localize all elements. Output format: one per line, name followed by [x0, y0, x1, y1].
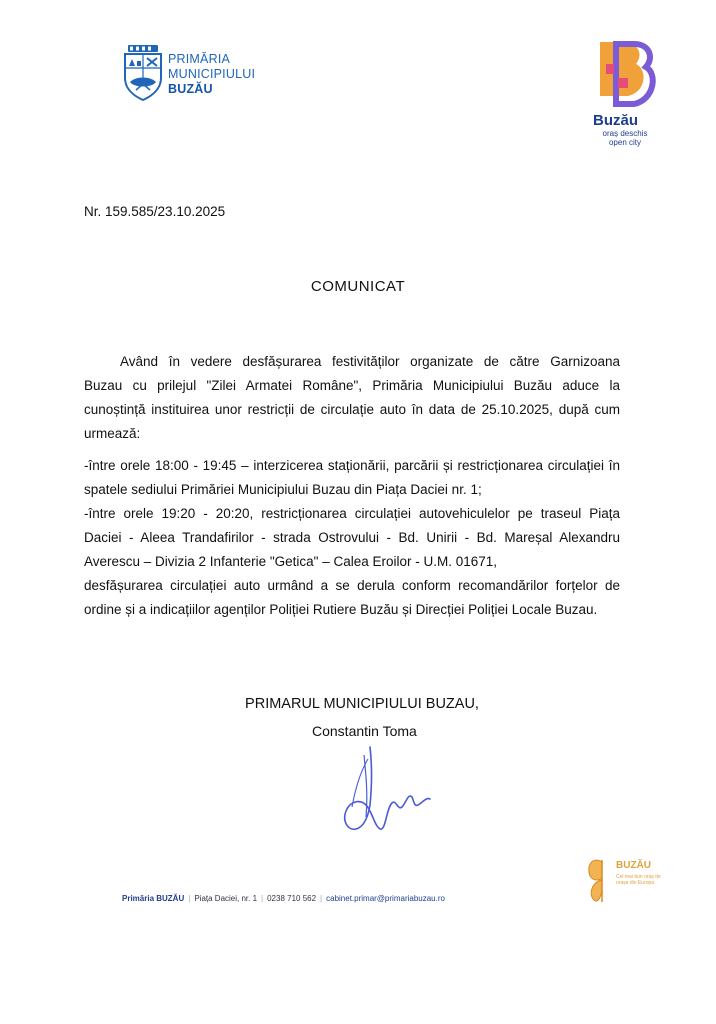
- body-line: Daciei - Aleea Trandafirilor - strada Ostrovului - Bd. Unirii - Bd. Mareșal Alexandru: [84, 530, 620, 545]
- body-line: cunoștință instituirea unor restricții de circulație auto în data de 25.10.2025, după cum: [84, 402, 620, 417]
- body-line: -între orele 19:20 - 20:20, restricționarea circulației autovehiculelor pe traseul Piața: [84, 506, 620, 521]
- body-line: -între orele 18:00 - 19:45 – interzicerea staționării, parcării și restricționarea circulației în: [84, 458, 620, 473]
- city-crest-icon: [122, 44, 164, 102]
- logo-slogan-en: open city: [608, 138, 642, 147]
- body-line: Buzau cu prilejul "Zilei Armatei Române", Primăria Municipiului Buzău aduce la: [84, 378, 620, 393]
- butterfly-icon: [586, 856, 618, 908]
- footer-email: cabinet.primar@primariabuzau.ro: [326, 894, 445, 903]
- buzau-butterfly-badge: [586, 856, 666, 908]
- badge-text: Cel mai bun oraș de orașe din Europa: [616, 874, 661, 886]
- handwritten-signature: [326, 745, 446, 855]
- body-line: ordine și a indicațiilor agenților Poliției Rutiere Buzău și Direcției Poliției Locale Buzau.: [84, 602, 598, 617]
- body-line: desfășurarea circulației auto urmând a se derula conform recomandărilor forțelor de: [84, 578, 620, 593]
- body-line: Averescu – Divizia 2 Infanterie "Getica" – Calea Eroilor - U.M. 01671,: [84, 554, 498, 569]
- buzau-b-icon: [588, 40, 662, 112]
- logo-line-3: BUZĂU: [168, 82, 213, 96]
- logo-line-1: PRIMĂRIA: [168, 52, 231, 66]
- footer-address: Piața Daciei, nr. 1: [194, 894, 258, 903]
- document-number: Nr. 159.585/23.10.2025: [84, 204, 226, 219]
- body-line: spatele sediului Primăriei Municipiului Buzau din Piața Daciei nr. 1;: [84, 482, 482, 497]
- document-title: COMUNICAT: [310, 278, 406, 295]
- footer-brand: Primăria BUZĂU: [122, 894, 185, 903]
- signer-name: Constantin Toma: [312, 723, 417, 739]
- footer-contact: Primăria BUZĂU | Piața Daciei, nr. 1 | 0238 710 562 | cabinet.primar@primariabuzau.ro: [122, 894, 445, 903]
- signer-title: PRIMARUL MUNICIPIULUI BUZAU,: [245, 696, 479, 712]
- buzau-open-city-logo: [588, 40, 668, 150]
- logo-slogan-ro: oraș deschis: [602, 129, 648, 138]
- body-line: urmează:: [84, 426, 141, 441]
- footer-phone: 0238 710 562: [267, 894, 317, 903]
- body-line: Având în vedere desfășurarea festivităților organizate de către Garnizoana: [120, 354, 620, 369]
- logo-line-2: MUNICIPIULUI: [168, 67, 256, 81]
- primaria-logo: [122, 44, 262, 104]
- logo-city-name: Buzău: [593, 112, 638, 129]
- badge-title: BUZĂU: [616, 860, 651, 871]
